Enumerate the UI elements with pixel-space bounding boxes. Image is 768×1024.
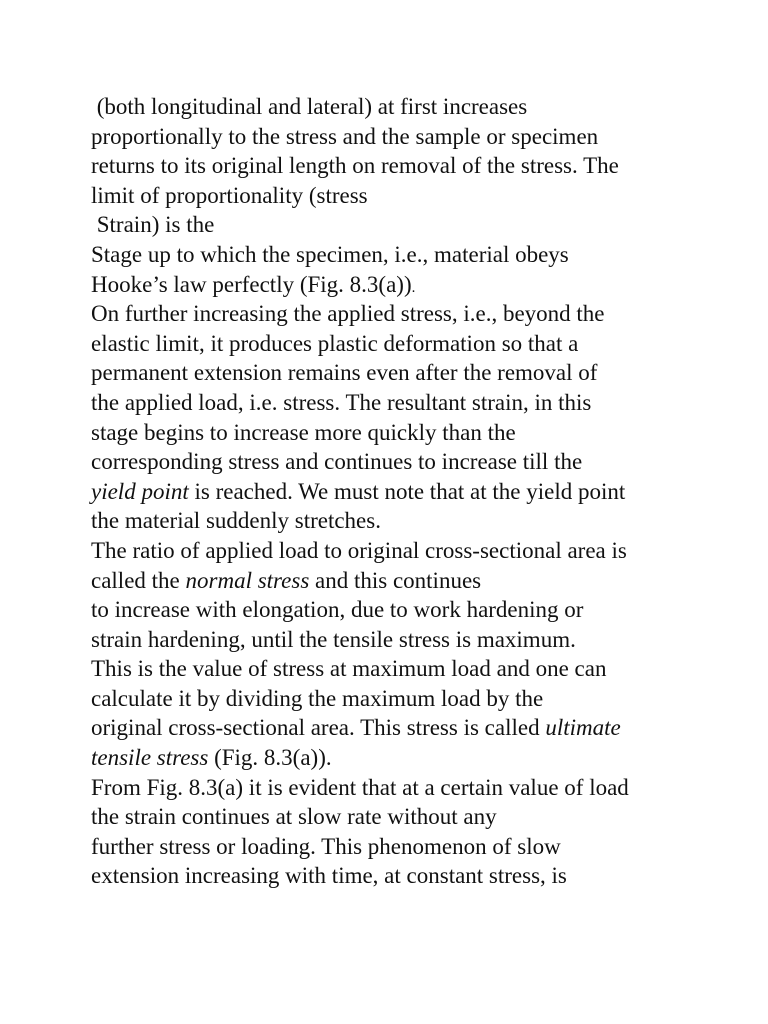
text-line xyxy=(91,506,731,536)
text-segment: permanent extension remains even after the removal of xyxy=(91,360,598,386)
text-segment: (both longitudinal and lateral) at first increases xyxy=(91,94,528,119)
text-segment: (Fig. 8.3(a)). xyxy=(208,745,332,771)
text-segment: On further increasing the applied stress, i.e., beyond the xyxy=(91,301,605,327)
text-segment: . xyxy=(411,279,416,296)
text-segment: the applied load, i.e. stress. The resultant strain, in this xyxy=(91,389,592,415)
text-segment: and this continues xyxy=(309,567,482,593)
text-line xyxy=(91,566,731,596)
text-segment: limit of proportionality (stress xyxy=(91,182,368,208)
text-segment: the material suddenly stretches. xyxy=(91,508,381,534)
text-line xyxy=(91,713,731,743)
text-segment: elastic limit, it produces plastic deformation so that a xyxy=(91,330,579,356)
text-segment: the strain continues at slow rate without any xyxy=(91,804,497,830)
text-line xyxy=(91,654,731,684)
text-line xyxy=(91,595,731,625)
text-segment: is reached. We must note that at the yield point xyxy=(188,478,626,504)
text-line xyxy=(91,151,731,181)
text-segment: to increase with elongation, due to work hardening or xyxy=(91,597,584,623)
body-text xyxy=(91,92,731,891)
italic-term: yield point xyxy=(91,478,189,504)
text-line xyxy=(91,684,731,714)
text-line xyxy=(91,447,731,477)
text-line xyxy=(91,861,731,891)
text-segment: calculate it by dividing the maximum load by the xyxy=(91,685,544,711)
text-segment: further stress or loading. This phenomenon of slow xyxy=(91,833,561,859)
text-line xyxy=(91,92,731,122)
text-line xyxy=(91,418,731,448)
text-segment: corresponding stress and continues to increase till the xyxy=(91,449,583,475)
text-line xyxy=(91,625,731,655)
text-segment: From Fig. 8.3(a) it is evident that at a certain value of load xyxy=(91,774,629,800)
text-line xyxy=(91,240,731,270)
text-segment: called the xyxy=(91,567,186,593)
text-line xyxy=(91,329,731,359)
italic-term: tensile stress xyxy=(91,745,209,771)
text-line xyxy=(91,210,731,240)
text-line xyxy=(91,388,731,418)
text-segment: Stage up to which the specimen, i.e., material obeys xyxy=(91,241,569,267)
text-line xyxy=(91,773,731,803)
text-line xyxy=(91,477,731,507)
text-line xyxy=(91,536,731,566)
text-line xyxy=(91,358,731,388)
text-segment: returns to its original length on removal of the stress. The xyxy=(91,153,619,179)
text-line xyxy=(91,122,731,152)
text-line xyxy=(91,181,731,211)
text-segment: strain hardening, until the tensile stress is maximum. xyxy=(91,626,576,652)
italic-term: ultimate xyxy=(545,715,621,741)
text-line xyxy=(91,270,731,300)
text-segment: Strain) is the xyxy=(91,212,215,238)
text-line xyxy=(91,743,731,773)
text-segment: original cross-sectional area. This stress is called xyxy=(91,715,546,741)
italic-term: normal stress xyxy=(185,567,310,593)
text-segment: proportionally to the stress and the sample or specimen xyxy=(91,123,599,149)
text-segment: This is the value of stress at maximum load and one can xyxy=(91,656,607,682)
text-line xyxy=(91,802,731,832)
text-line xyxy=(91,832,731,862)
text-line xyxy=(91,299,731,329)
text-segment: The ratio of applied load to original cross-sectional area is xyxy=(91,537,627,563)
text-segment: Hooke’s law perfectly (Fig. 8.3(a)) xyxy=(91,271,412,297)
text-segment: extension increasing with time, at constant stress, is xyxy=(91,863,567,889)
text-segment: stage begins to increase more quickly than the xyxy=(91,419,516,445)
